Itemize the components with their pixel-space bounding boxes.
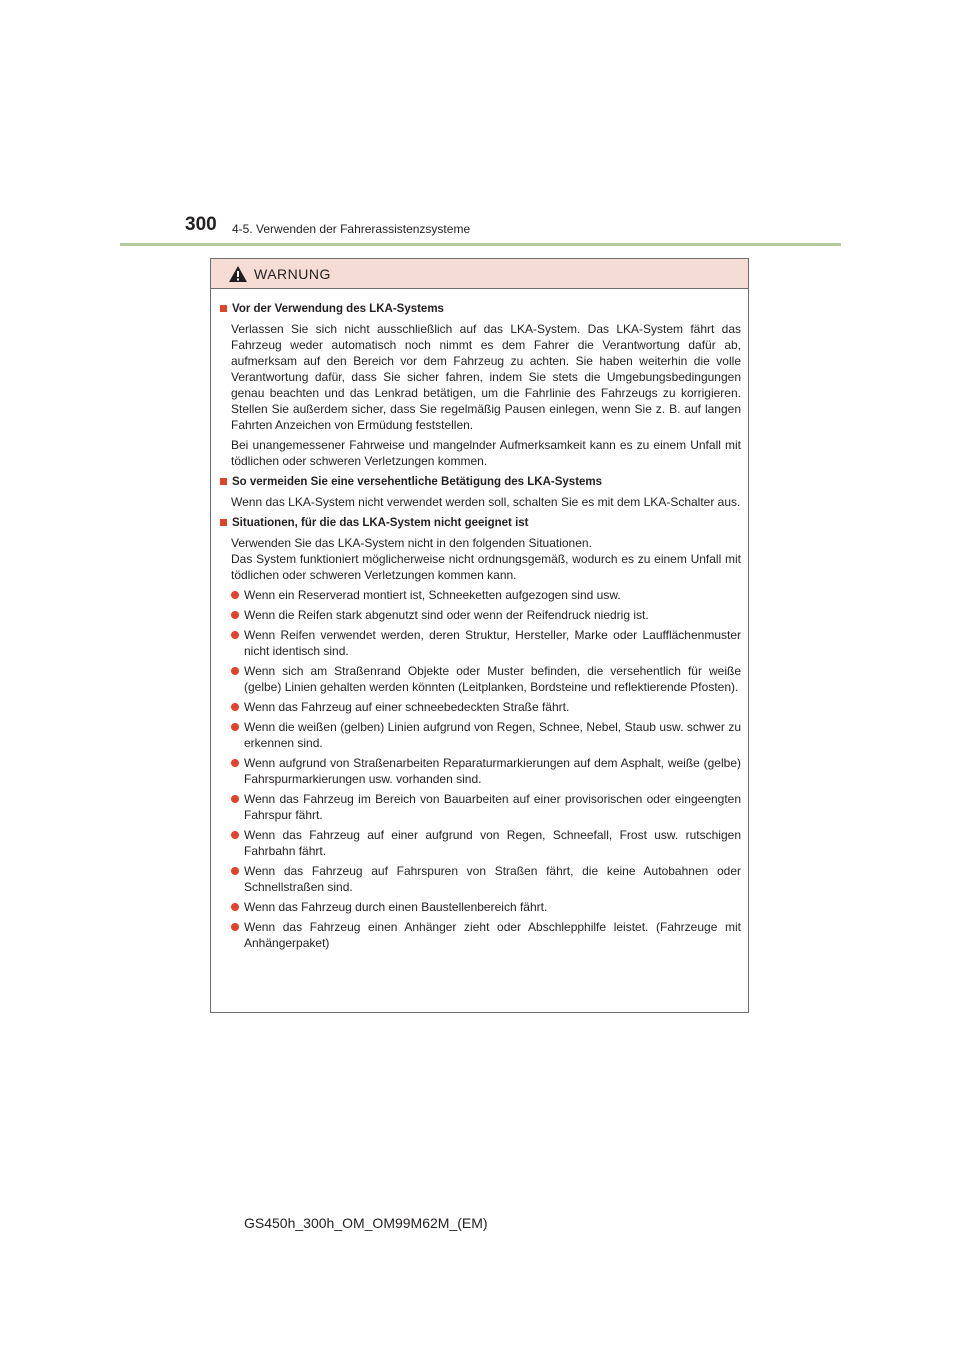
header-rule <box>120 243 841 246</box>
list-item-text: Wenn die Reifen stark abgenutzt sind oder wenn der Reifendruck niedrig ist. <box>244 608 649 622</box>
warning-box <box>210 258 749 1013</box>
dot-bullet-icon <box>231 667 239 675</box>
list-item-text: Wenn das Fahrzeug einen Anhänger zieht oder Abschlepphilfe leistet. (Fahrzeuge mit Anhängerpaket) <box>244 920 741 950</box>
list-item <box>231 587 741 603</box>
list-item-text: Wenn das Fahrzeug auf einer schneebedeckten Straße fährt. <box>244 700 570 714</box>
paragraph: Das System funktioniert möglicherweise nicht ordnungsgemäß, wodurch es zu einem Unfall mit tödlichen oder schweren Verletzungen kommen kann. <box>231 552 741 582</box>
square-bullet-icon <box>220 478 227 485</box>
list-item-text: Wenn das Fahrzeug im Bereich von Bauarbeiten auf einer provisorischen oder eingeengten Fahrspur fährt. <box>244 792 741 822</box>
warning-header <box>211 259 748 289</box>
square-bullet-icon <box>220 305 227 312</box>
list-item <box>231 699 741 715</box>
dot-bullet-icon <box>231 703 239 711</box>
list-item-text: Wenn das Fahrzeug durch einen Baustellenbereich fährt. <box>244 900 548 914</box>
list-item-text: Wenn Reifen verwendet werden, deren Struktur, Hersteller, Marke oder Laufflächenmuster nicht identisch sind. <box>244 628 741 658</box>
list-item-text: Wenn die weißen (gelben) Linien aufgrund von Regen, Schnee, Nebel, Staub usw. schwer zu erkennen sind. <box>244 720 741 750</box>
dot-bullet-icon <box>231 723 239 731</box>
list-item <box>231 607 741 623</box>
list-item <box>231 863 741 895</box>
warning-title: WARNUNG <box>254 265 331 282</box>
sub-heading <box>219 515 741 531</box>
dot-bullet-icon <box>231 591 239 599</box>
footer-doc-code: GS450h_300h_OM_OM99M62M_(EM) <box>244 1215 488 1231</box>
list-item-text: Wenn sich am Straßenrand Objekte oder Muster befinden, die versehentlich für weiße (gelbe) Linien gehalten werden könnten (Leitplanken, Bordsteine und reflektierende Pfosten). <box>244 664 741 694</box>
dot-bullet-icon <box>231 903 239 911</box>
list-item-text: Wenn ein Reserverad montiert ist, Schneeketten aufgezogen sind usw. <box>244 588 621 602</box>
section-title: 4-5. Verwenden der Fahrerassistenzsysteme <box>232 222 471 236</box>
list-item-text: Wenn das Fahrzeug auf einer aufgrund von Regen, Schneefall, Frost usw. rutschigen Fahrbahn fährt. <box>244 828 741 858</box>
dot-bullet-icon <box>231 795 239 803</box>
paragraph: Verlassen Sie sich nicht ausschließlich auf das LKA-System. Das LKA-System fährt das Fahrzeug weder automatisch noch nimmt es dem Fahrer die Verantwortung dafür ab, aufmerksam auf den Bereich vor dem Fahrzeug zu achten. Sie haben weiterhin die volle Verantwortung dafür, dass Sie sicher fahren, indem Sie stets die Umgebungsbedingungen genau beachten und das Lenkrad betätigen, um die Fahrlinie des Fahrzeugs zu korrigieren. Stellen Sie außerdem sicher, dass Sie regelmäßig Pausen einlegen, wenn Sie z. B. auf langen Fahrten Anzeichen von Ermüdung feststellen. <box>231 322 741 432</box>
dot-bullet-icon <box>231 867 239 875</box>
list-item-text: Wenn das Fahrzeug auf Fahrspuren von Straßen fährt, die keine Autobahnen oder Schnellstraßen sind. <box>244 864 741 894</box>
paragraph: Bei unangemessener Fahrweise und mangelnder Aufmerksamkeit kann es zu einem Unfall mit tödlichen oder schweren Verletzungen kommen. <box>231 438 741 468</box>
sub-heading-text: So vermeiden Sie eine versehentliche Betätigung des LKA-Systems <box>232 476 603 488</box>
sub-heading <box>219 474 741 490</box>
dot-bullet-icon <box>231 759 239 767</box>
list-item <box>231 791 741 823</box>
dot-bullet-icon <box>231 831 239 839</box>
sub-heading-text: Situationen, für die das LKA-System nicht geeignet ist <box>232 517 529 529</box>
list-item <box>231 755 741 787</box>
list-item <box>231 719 741 751</box>
list-item <box>231 827 741 859</box>
dot-bullet-icon <box>231 611 239 619</box>
list-item <box>231 627 741 659</box>
square-bullet-icon <box>220 519 227 526</box>
dot-bullet-icon <box>231 923 239 931</box>
page-number: 300 <box>185 214 217 235</box>
sub-heading <box>219 301 741 317</box>
dot-bullet-icon <box>231 631 239 639</box>
list-item <box>231 919 741 951</box>
sub-heading-text: Vor der Verwendung des LKA-Systems <box>232 303 444 315</box>
warning-triangle-icon <box>228 265 248 283</box>
list-item <box>231 663 741 695</box>
paragraph: Verwenden Sie das LKA-System nicht in den folgenden Situationen. <box>231 536 592 550</box>
list-item <box>231 899 741 915</box>
list-item-text: Wenn aufgrund von Straßenarbeiten Reparaturmarkierungen auf dem Asphalt, weiße (gelbe) Fahrspurmarkierungen usw. vorhanden sind. <box>244 756 741 786</box>
paragraph: Wenn das LKA-System nicht verwendet werden soll, schalten Sie es mit dem LKA-Schalter aus. <box>231 495 741 509</box>
warning-body <box>211 289 748 951</box>
